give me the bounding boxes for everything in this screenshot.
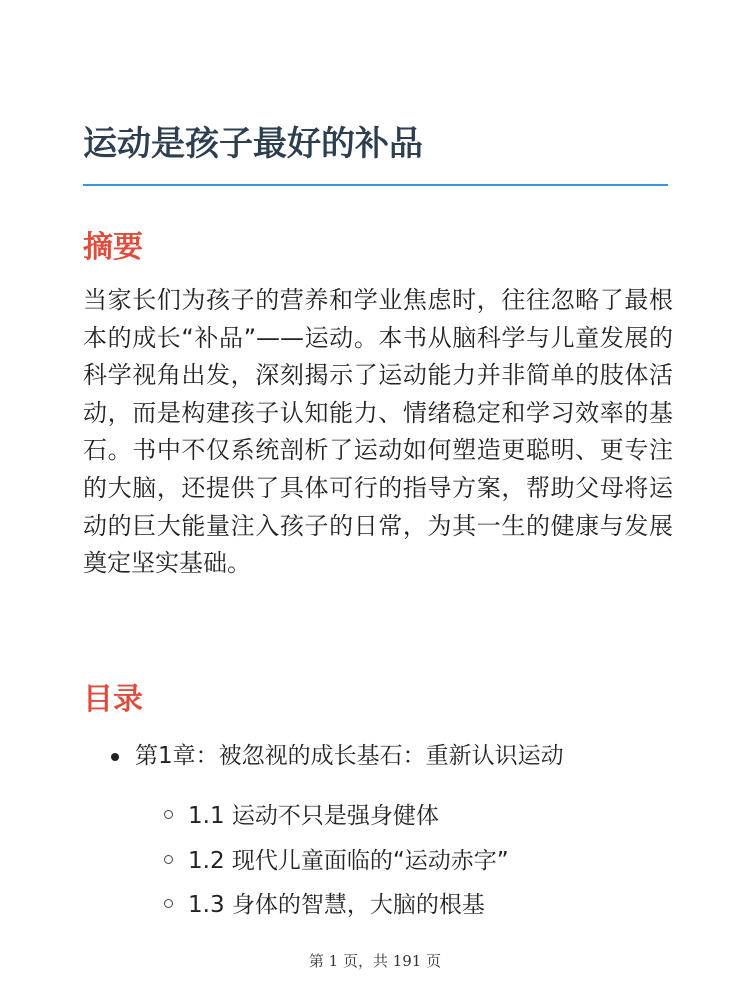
title-underline-divider — [83, 184, 668, 186]
bullet-circle-icon — [164, 899, 173, 908]
toc-chapter-item — [111, 737, 564, 770]
toc-heading: 目录 — [83, 682, 143, 717]
toc-section-item — [164, 886, 485, 919]
toc-section-label: 1.2 现代儿童面临的“运动赤字” — [188, 848, 509, 874]
bullet-circle-icon — [164, 855, 173, 864]
abstract-paragraph: 当家长们为孩子的营养和学业焦虑时，往往忽略了最根本的成长“补品”——运动。本书从脑科学与儿童发展的科学视角出发，深刻揭示了运动能力并非简单的肢体活动，而是构建孩子认知能力、情绪稳定和学习效率的基石。书中不仅系统剖析了运动如何塑造更聪明、更专注的大脑，还提供了具体可行的指导方案，帮助父母将运动的巨大能量注入孩子的日常，为其一生的健康与发展奠定坚实基础。 — [83, 286, 673, 578]
document-title: 运动是孩子最好的补品 — [83, 124, 423, 164]
abstract-heading: 摘要 — [83, 230, 143, 265]
bullet-disc-icon — [111, 753, 119, 761]
toc-section-label: 1.1 运动不只是强身健体 — [188, 803, 439, 829]
bullet-circle-icon — [164, 810, 173, 819]
toc-section-item — [164, 797, 439, 830]
page-number-footer: 第 1 页，共 191 页 — [308, 952, 442, 970]
toc-section-label: 1.3 身体的智慧，大脑的根基 — [188, 892, 485, 918]
toc-section-item — [164, 842, 509, 875]
toc-chapter-label: 第1章：被忽视的成长基石：重新认识运动 — [135, 743, 564, 769]
